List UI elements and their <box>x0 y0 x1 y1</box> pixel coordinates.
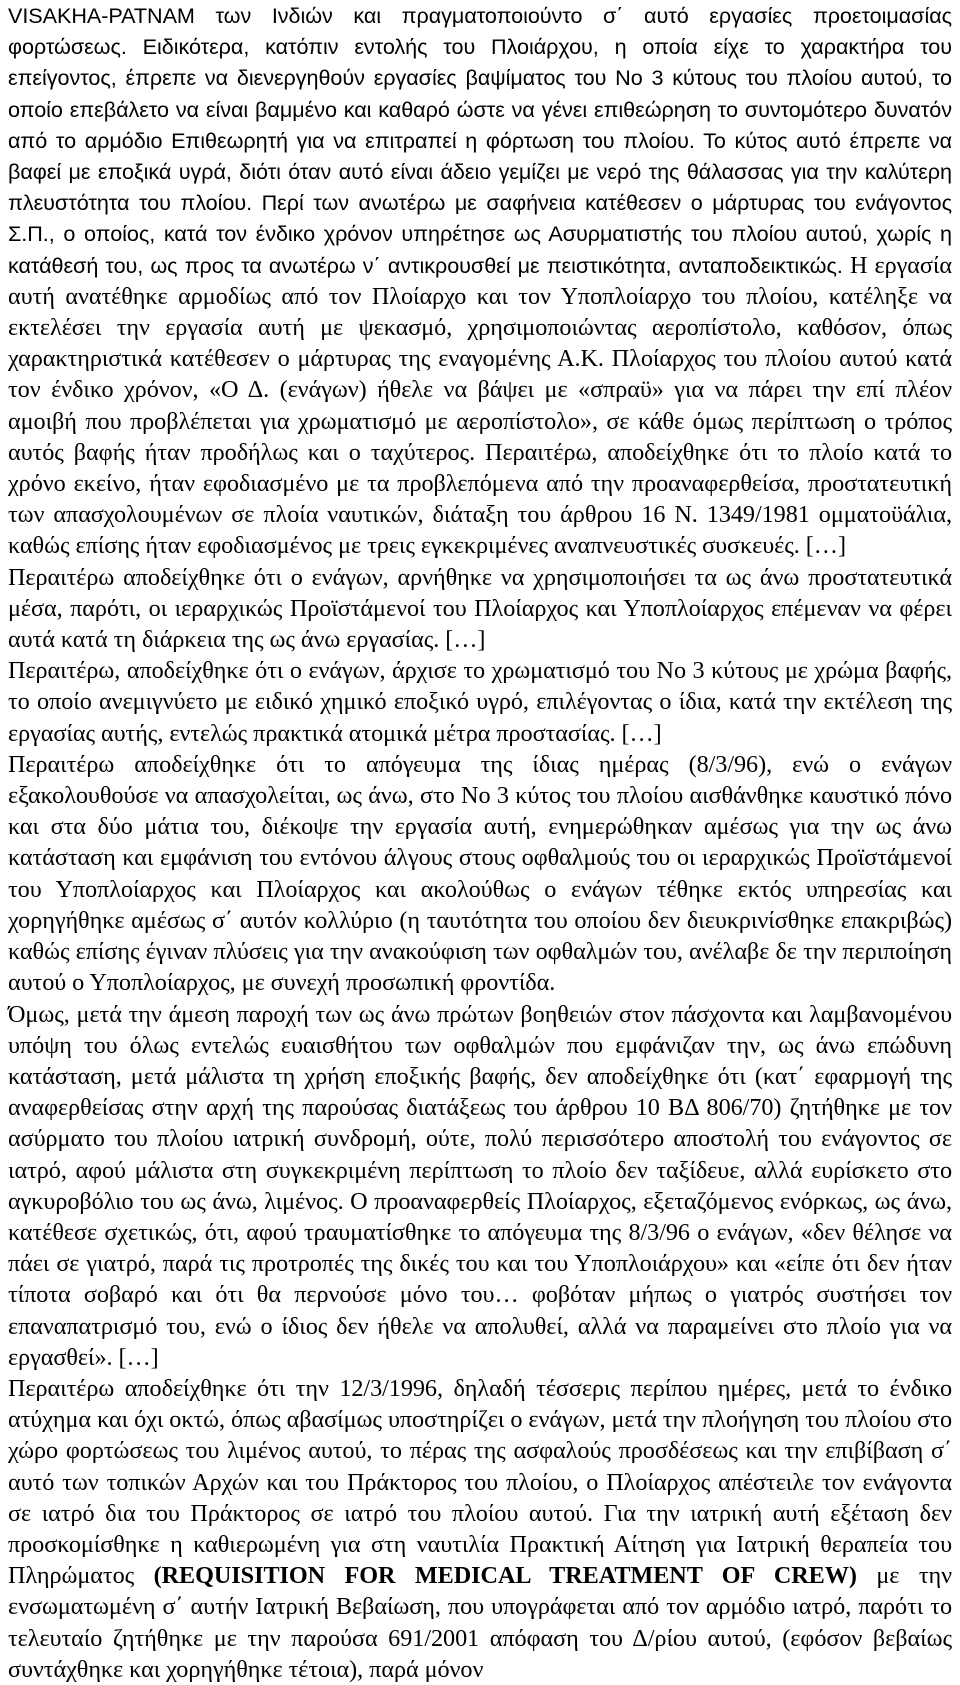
paragraph-6-segment-1: Περαιτέρω αποδείχθηκε ότι την 12/3/1996, δηλαδή τέσσερις περίπου ημέρες, μετά το ένδικο ατύχημα και όχι οκτώ, όπως αβασίμως υποστηρίζει ο ενάγων, μετά την πλοήγηση του πλοίου στο χώρο φορτώσεως του λιμένος αυτού, το πέρας της ασφαλούς προσδέσεως και την επιβίβαση σ΄ αυτό των τοπικών Αρχών και του Πράκτορος του πλοίου, ο Πλοίαρχος απέστειλε τον ενάγοντα σε ιατρό δια του Πράκτορος σε ιατρό του πλοίου αυτού. Για την ιατρική αυτή εξέταση δεν προσκομίσθηκε η καθιερωμένη για στη ναυτιλία Πρακτική Αίτηση για Ιατρική θεραπεία του Πληρώματος <box>8 1374 952 1590</box>
paragraph-4-segment-1: Περαιτέρω αποδείχθηκε ότι το απόγευμα της ίδιας ημέρας (8/3/96), ενώ ο ενάγων εξακολουθούσε να απασχολείται, ως άνω, στο Νο 3 κύτος του πλοίου αισθάνθηκε καυστικό πόνο και στα δύο μάτια του, διέκοψε την εργασία αυτή, ενημερώθηκαν αμέσως για την ως άνω κατάσταση και εμφάνιση του εντόνου άλγους στους οφθαλμούς του οι ιεραρχικώς Προϊστάμενοί του Υποπλοίαρχος και Πλοίαρχος και ακολούθως ο ενάγων τέθηκε εκτός υπηρεσίας και χορηγήθηκε αμέσως σ΄ αυτόν κολλύριο (η ταυτότητα του οποίου δεν διευκρινίσθηκε επακριβώς) καθώς επίσης έγιναν πλύσεις για την ανακούφιση των οφθαλμών του, ανέλαβε δε την περιποίηση αυτού ο Υποπλοίαρχος, με συνεχή προσωπική φροντίδα. <box>8 750 952 997</box>
paragraph-5 <box>8 999 952 1373</box>
paragraph-1-segment-2: Η εργασία αυτή ανατέθηκε αρμοδίως από τον Πλοίαρχο και τον Υποπλοίαρχο του πλοίου, κατέληξε να εκτελέσει την εργασία αυτή με ψεκασμό, χρησιμοποιώντας αεροπίστολο, καθόσον, όπως χαρακτηριστικά κατέθεσεν ο μάρτυρας της εναγομένης Α.Κ. Πλοίαρχος του πλοίου αυτού κατά τον ένδικο χρόνον, «Ο Δ. (ενάγων) ήθελε να βάψει με «σπραϋ» για να πάρει την επί πλέον αμοιβή που προβλέπεται για χρωματισμό με αεροπίστολο», σε κάθε όμως περίπτωση ο τρόπος αυτός βαφής ήταν προδήλως και ο ταχύτερος. Περαιτέρω, αποδείχθηκε ότι το πλοίο κατά το χρόνο εκείνο, ήταν εφοδιασμένο με τα προβλεπόμενα από την προαναφερθείσα, προστατευτική των απασχολουμένων σε πλοία ναυτικών, διάταξη του άρθρου 16 Ν. 1349/1981 ομματοϋάλια, καθώς επίσης ήταν εφοδιασμένος με τρεις εγκεκριμένες αναπνευστικές συσκευές. […] <box>8 251 952 560</box>
paragraph-4 <box>8 749 952 999</box>
paragraph-6-segment-3: με την ενσωματωμένη σ΄ αυτήν Ιατρική Βεβαίωση, που υπογράφεται από τον αρμόδιο ιατρό, παρότι το τελευταίο ζητήθηκε με την παρούσα 691/2001 απόφαση του Δ/ρίου αυτού, (εφόσον βεβαίως συντάχθηκε και χορηγήθηκε τέτοια), παρά μόνον <box>8 1562 952 1683</box>
paragraph-6 <box>8 1373 952 1685</box>
paragraph-2 <box>8 562 952 656</box>
paragraph-3 <box>8 655 952 749</box>
paragraph-1 <box>8 0 952 562</box>
paragraph-1-segment-1: VISAKHA-PATNAM των Ινδιών και πραγματοποιούντο σ΄ αυτό εργασίες προετοιμασίας φορτώσεως. Ειδικότερα, κατόπιν εντολής του Πλοιάρχου, η οποία είχε το χαρακτήρα του επείγοντος, έπρεπε να διενεργηθούν εργασίες βαψίματος του Νο 3 κύτους του πλοίου αυτού, το οποίο επεβάλετο να είναι βαμμένο και καθαρό ώστε να γένει επιθεώρηση το συντομότερο δυνατόν από το αρμόδιο Επιθεωρητή για να επιτραπεί η φόρτωση του πλοίου. Το κύτος αυτό έπρεπε να βαφεί με εποξικά υγρά, διότι όταν αυτό είναι άδειο γεμίζει με νερό της θάλασσας για την καλύτερη πλευστότητα του πλοίου. Περί των ανωτέρω με σαφήνεια κατέθεσεν ο μάρτυρας του ενάγοντος Σ.Π., ο οποίος, κατά τον ένδικο χρόνον υπηρέτησε ως Ασυρματιστής του πλοίου αυτού, χωρίς η κατάθεσή του, ως προς τα ανωτέρω ν΄ αντικρουσθεί με πειστικότητα, ανταποδεικτικώς. <box>8 3 952 278</box>
paragraph-2-segment-1: Περαιτέρω αποδείχθηκε ότι ο ενάγων, αρνήθηκε να χρησιμοποιήσει τα ως άνω προστατευτικά μέσα, παρότι, οι ιεραρχικώς Προϊστάμενοί του Πλοίαρχος και Υποπλοίαρχος επέμεναν να φέρει αυτά κατά τη διάρκεια της ως άνω εργασίας. […] <box>8 563 952 654</box>
paragraph-3-segment-1: Περαιτέρω, αποδείχθηκε ότι ο ενάγων, άρχισε το χρωματισμό του Νο 3 κύτους με χρώμα βαφής, το οποίο ανεμιγνύετο με ειδικό χημικό εποξικό υγρό, επιλέγοντας ο ίδια, κατά την εκτέλεση της εργασίας αυτής, εντελώς πρακτικά ατομικά μέτρα προστασίας. […] <box>8 657 952 747</box>
paragraph-5-segment-1: Όμως, μετά την άμεση παροχή των ως άνω πρώτων βοηθειών στον πάσχοντα και λαμβανομένου υπόψη του όλως εντελώς ευαισθήτου των οφθαλμών που εμφάνιζαν την, ως άνω επώδυνη κατάσταση, μετά μάλιστα τη χρήση εποξικής βαφής, δεν αποδείχθηκε ότι (κατ΄ εφαρμογή της αναφερθείσας στην αρχή της παρούσας διατάξεως του άρθρου 10 ΒΔ 806/70) ζητήθηκε με τον ασύρματο του πλοίου ιατρική συνδρομή, ούτε, πολύ περισσότερο αποστολή του ενάγοντος σε ιατρό, αφού μάλιστα στη συγκεκριμένη περίπτωση το πλοίο δεν ταξίδευε, αλλά ευρίσκετο στο αγκυροβόλιο του ως άνω, λιμένος. Ο προαναφερθείς Πλοίαρχος, εξεταζόμενος ενόρκως, ως άνω, κατέθεσε σχετικώς, ότι, αφού τραυματίσθηκε το απόγευμα της 8/3/96 ο ενάγων, «δεν θέλησε να πάει σε γιατρό, παρά τις προτροπές της δικές του και του Υποπλοιάρχου» και «είπε ότι δεν ήταν τίποτα σοβαρό και ότι θα περνούσε μόνο του… φοβόταν μήπως ο γιατρός συστήσει τον επαναπατρισμό του, ενώ ο ίδιος δεν ήθελε να απολυθεί, αλλά να παραμείνει στο πλοίο για να εργασθεί». […] <box>8 1000 952 1371</box>
paragraph-6-segment-2: (REQUISITION FOR MEDICAL TREATMENT OF CREW) <box>153 1562 857 1590</box>
